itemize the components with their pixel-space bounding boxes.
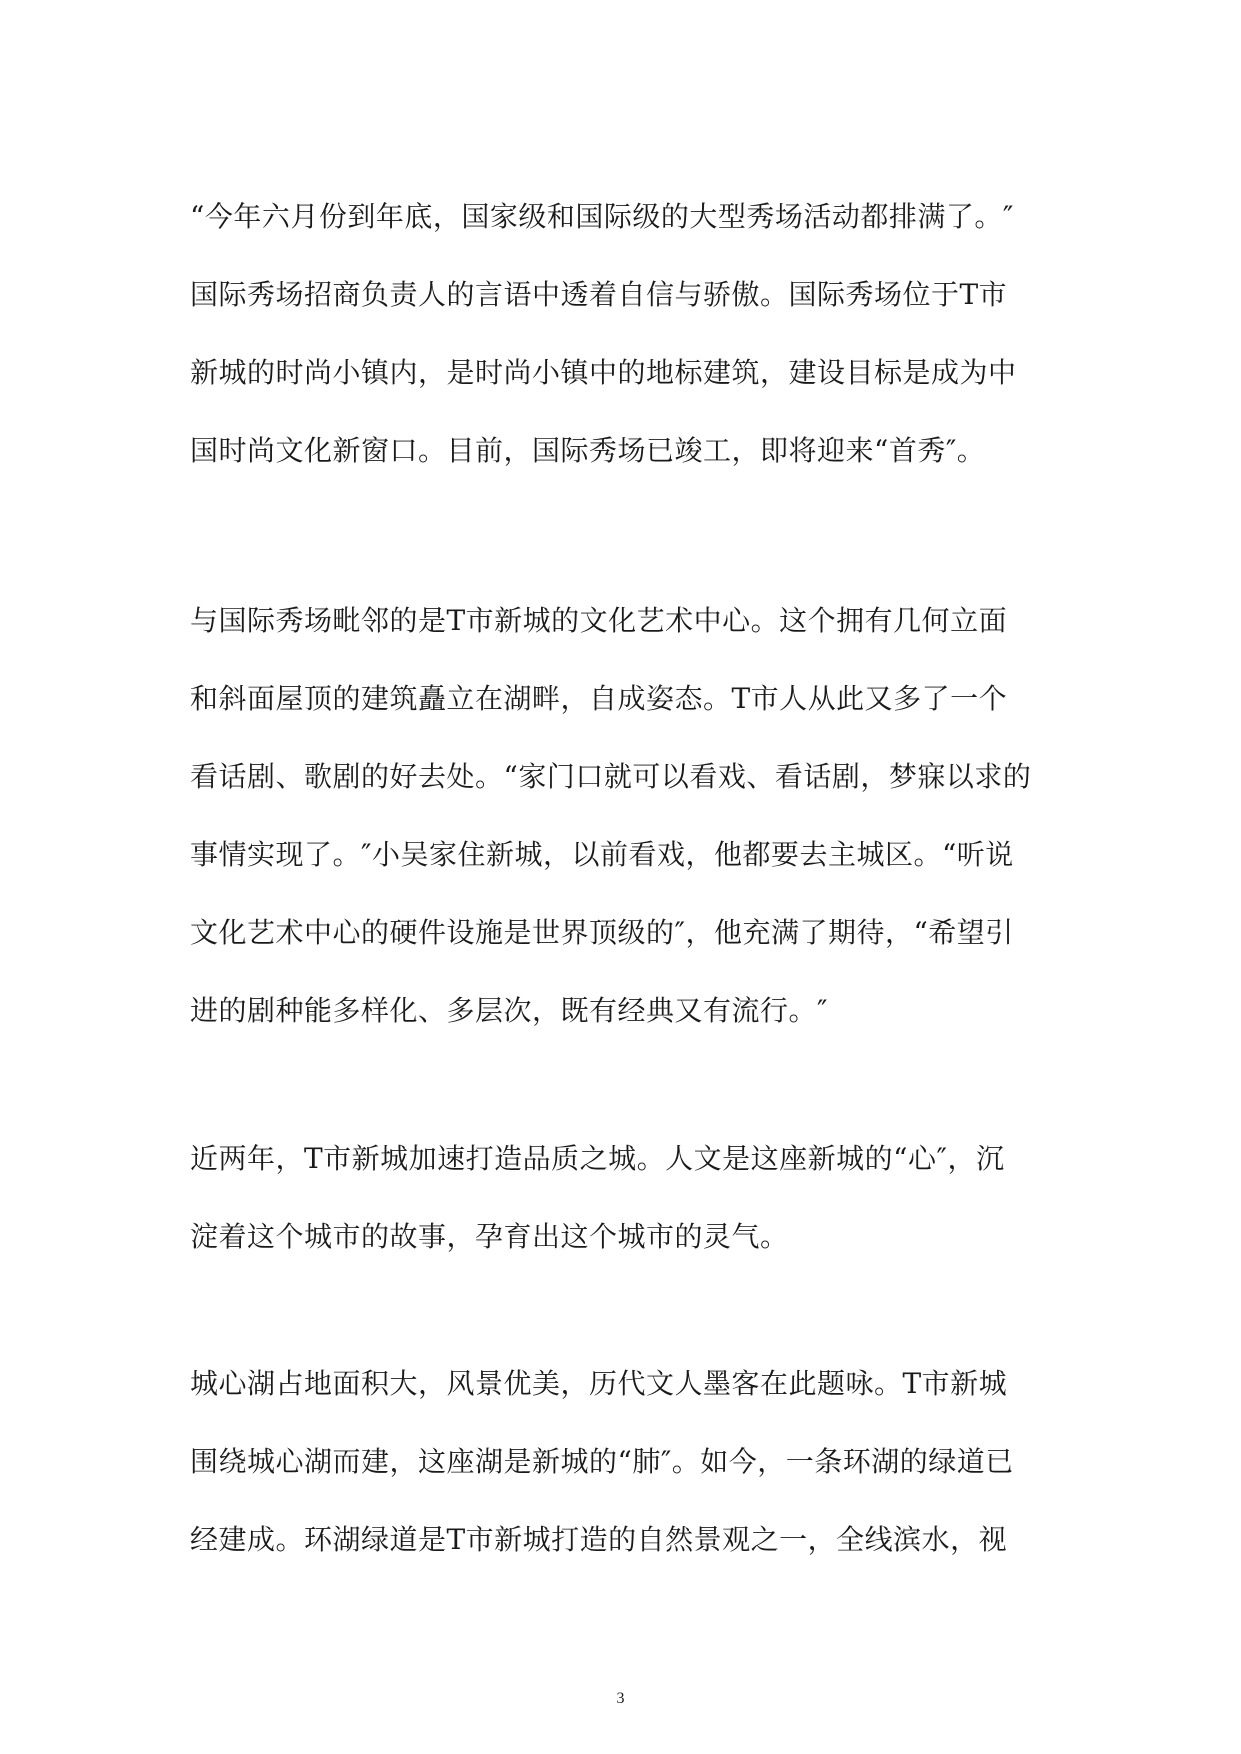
- text-line: 和斜面屋顶的建筑矗立在湖畔，自成姿态。T市人从此又多了一个: [190, 682, 1008, 715]
- text-line: 城心湖占地面积大，风景优美，历代文人墨客在此题咏。T市新城: [190, 1367, 1008, 1400]
- text-line: 新城的时尚小镇内，是时尚小镇中的地标建筑，建设目标是成为中: [190, 356, 1017, 389]
- text-line: 看话剧、歌剧的好去处。“家门口就可以看戏、看话剧，梦寐以求的: [190, 760, 1032, 793]
- text-line: 进的剧种能多样化、多层次，既有经典又有流行。″: [190, 994, 828, 1027]
- text-line: 经建成。环湖绿道是T市新城打造的自然景观之一，全线滨水，视: [190, 1523, 1008, 1556]
- text-line: “今年六月份到年底，国家级和国际级的大型秀场活动都排满了。″: [190, 200, 1014, 233]
- paragraph-1: [190, 178, 1070, 490]
- text-line: 事情实现了。″小吴家住新城，以前看戏，他都要去主城区。“听说: [190, 838, 1014, 871]
- page-number: 3: [616, 1690, 625, 1707]
- paragraph-4: [190, 1345, 1070, 1579]
- text-line: 文化艺术中心的硬件设施是世界顶级的″，他充满了期待，“希望引: [190, 916, 1014, 949]
- paragraph-2: [190, 582, 1070, 1050]
- text-line: 近两年，T市新城加速打造品质之城。人文是这座新城的“心″，沉: [190, 1142, 1005, 1175]
- paragraph-3: [190, 1120, 1070, 1276]
- text-line: 国时尚文化新窗口。目前，国际秀场已竣工，即将迎来“首秀″。: [190, 434, 986, 467]
- text-line: 淀着这个城市的故事，孕育出这个城市的灵气。: [190, 1220, 789, 1253]
- text-line: 围绕城心湖而建，这座湖是新城的“肺″。如今，一条环湖的绿道已: [190, 1445, 1014, 1478]
- text-line: 与国际秀场毗邻的是T市新城的文化艺术中心。这个拥有几何立面: [190, 604, 1008, 637]
- text-line: 国际秀场招商负责人的言语中透着自信与骄傲。国际秀场位于T市: [190, 278, 1008, 311]
